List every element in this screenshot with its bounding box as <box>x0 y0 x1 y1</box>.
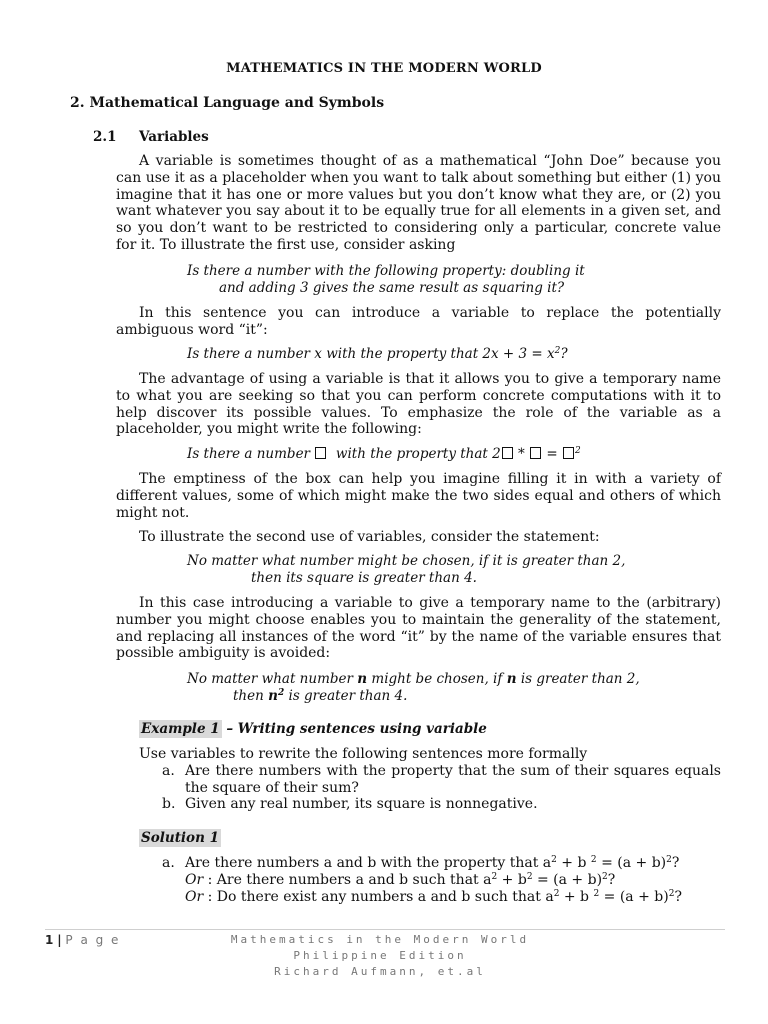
placeholder-box-icon <box>563 447 574 459</box>
exponent: 2 <box>668 888 675 899</box>
quote-3 <box>187 446 581 463</box>
example-intro: Use variables to rewrite the following sentences more formally <box>139 746 588 762</box>
solution-text: : Do there exist any numbers a and b such that a <box>203 888 554 905</box>
quote-5-part-d: then <box>233 688 264 704</box>
quote-4-line-2: then its square is greater than 4. <box>251 570 477 586</box>
solution-heading <box>139 830 221 846</box>
list-item <box>139 889 721 906</box>
variable-n: n <box>357 671 368 687</box>
placeholder-box-icon <box>315 447 326 459</box>
solution-text: : Are there numbers a and b such that a <box>203 871 492 888</box>
quote-5-part-c: is greater than 2, <box>520 671 640 687</box>
paragraph-6-text: In this case introducing a variable to give a temporary name to the (arbitrary) number you might choose enables you to maintain the generality of the statement, and replacing all instances of the word “it” by the name of the variable ensures that possible ambiguity is avoided: <box>116 595 721 662</box>
page-number-value: 1 <box>45 933 54 947</box>
exponent: 2 <box>666 855 672 865</box>
quote-5-part-a: No matter what number <box>187 671 353 687</box>
subsection-number: 2.1 <box>93 129 117 145</box>
footer-line-2: Philippine Edition <box>293 949 467 962</box>
or-label: Or <box>185 888 204 905</box>
exponent: 2 <box>526 871 533 882</box>
footer-divider <box>45 929 725 930</box>
exponent: 2 <box>553 888 560 899</box>
quote-5-part-e: is greater than 4. <box>288 688 408 704</box>
quote-3-part-a: Is there a number <box>187 446 311 462</box>
paragraph-3-text: The advantage of using a variable is that it allows you to give a temporary name to what you are seeking so that you can perform concrete computations with it to help discover its possible values. To emphasize the role of the variable as a placeholder, you might write the following: <box>116 371 721 438</box>
subsection-title: Variables <box>139 129 209 145</box>
quote-2-end: ? <box>560 346 568 362</box>
paragraph-2-text: In this sentence you can introduce a variable to replace the potentially ambiguous word “it”: <box>116 305 721 338</box>
paragraph-4 <box>116 471 721 521</box>
solution-text: + b <box>556 855 591 871</box>
solution-label: Solution 1 <box>141 830 219 846</box>
paragraph-1 <box>116 153 721 254</box>
quote-3-times: * <box>518 446 525 462</box>
quote-3-equals: = <box>546 446 558 462</box>
example-heading <box>139 721 487 737</box>
page-separator: | <box>57 933 62 947</box>
solution-text: + b <box>559 888 594 905</box>
list-item <box>139 796 721 813</box>
solution-text: ? <box>607 871 616 888</box>
list-item-label: a. <box>162 762 175 779</box>
list-item <box>139 872 721 889</box>
exponent: 2 <box>593 888 600 899</box>
solution-text: ? <box>674 888 682 905</box>
quote-5-line-1 <box>187 671 640 688</box>
exponent: 2 <box>491 871 498 882</box>
paragraph-2 <box>116 305 721 339</box>
variable-n: n <box>506 671 517 687</box>
subsection-heading <box>93 129 209 145</box>
solution-text: ? <box>671 855 680 871</box>
list-item <box>139 855 721 872</box>
paragraph-1-text: A variable is sometimes thought of as a mathematical “John Doe” because you can use it as a placeholder when you want to talk about something but either (1) you imagine that it has one or more values but you don’t know what they are, or (2) you want whatever you say about it to be equally true for all elements in a given set, and so you don’t want to be restricted to considering only a particular, concrete value for it. To illustrate the first use, consider asking <box>116 153 721 253</box>
footer-line-1: Mathematics in the Modern World <box>230 933 530 946</box>
page-label: P a g e <box>65 933 121 947</box>
footer-line-3: Richard Aufmann, et.al <box>274 965 486 978</box>
quote-2-text: Is there a number x with the property that 2x + 3 = x <box>187 346 555 362</box>
section-heading: 2. Mathematical Language and Symbols <box>70 95 385 111</box>
exponent: 2 <box>590 855 597 865</box>
exponent: 2 <box>602 871 608 882</box>
solution-text: = (a + b) <box>532 871 603 888</box>
page-number <box>45 933 120 947</box>
example-list <box>139 746 721 813</box>
example-title: – Writing sentences using variable <box>226 721 487 737</box>
list-item-label: b. <box>162 796 176 813</box>
quote-5-line-2 <box>233 688 407 705</box>
or-label: Or <box>185 871 204 888</box>
paragraph-4-text: The emptiness of the box can help you imagine filling it in with a variety of different values, some of which might make the two sides equal and others of which might not. <box>116 471 721 521</box>
quote-3-exponent: 2 <box>574 446 581 456</box>
paragraph-6 <box>116 595 721 662</box>
list-item-label: a. <box>162 855 175 871</box>
quote-5-part-b: might be chosen, if <box>371 671 503 687</box>
paragraph-3 <box>116 371 721 438</box>
quote-1-line-1: Is there a number with the following property: doubling it <box>187 263 585 279</box>
solution-text: = (a + b) <box>599 888 669 905</box>
paragraph-5-text: To illustrate the second use of variables, consider the statement: <box>139 529 600 545</box>
quote-2 <box>187 346 568 363</box>
solution-text: = (a + b) <box>596 855 667 871</box>
example-label: Example 1 <box>141 721 220 737</box>
solution-text: Are there numbers a and b with the property that a <box>185 855 552 871</box>
quote-4-line-1: No matter what number might be chosen, if it is greater than 2, <box>187 553 626 569</box>
quote-3-part-b: with the property that 2 <box>335 446 501 462</box>
placeholder-box-icon <box>530 447 541 459</box>
solution-list <box>139 855 721 905</box>
list-item <box>139 763 721 797</box>
exponent: 2 <box>551 855 557 865</box>
paragraph-5 <box>116 529 721 546</box>
document-title: MATHEMATICS IN THE MODERN WORLD <box>226 61 542 76</box>
quote-2-exponent: 2 <box>554 346 561 356</box>
variable-n: n <box>268 688 278 704</box>
placeholder-box-icon <box>502 447 513 459</box>
quote-1-line-2: and adding 3 gives the same result as squaring it? <box>219 280 565 296</box>
quote-5-exponent: 2 <box>277 688 285 698</box>
list-item-text: Given any real number, its square is nonnegative. <box>185 796 538 813</box>
solution-text: + b <box>497 871 527 888</box>
list-item-text: Are there numbers with the property that the sum of their squares equals the square of their sum? <box>185 762 721 796</box>
